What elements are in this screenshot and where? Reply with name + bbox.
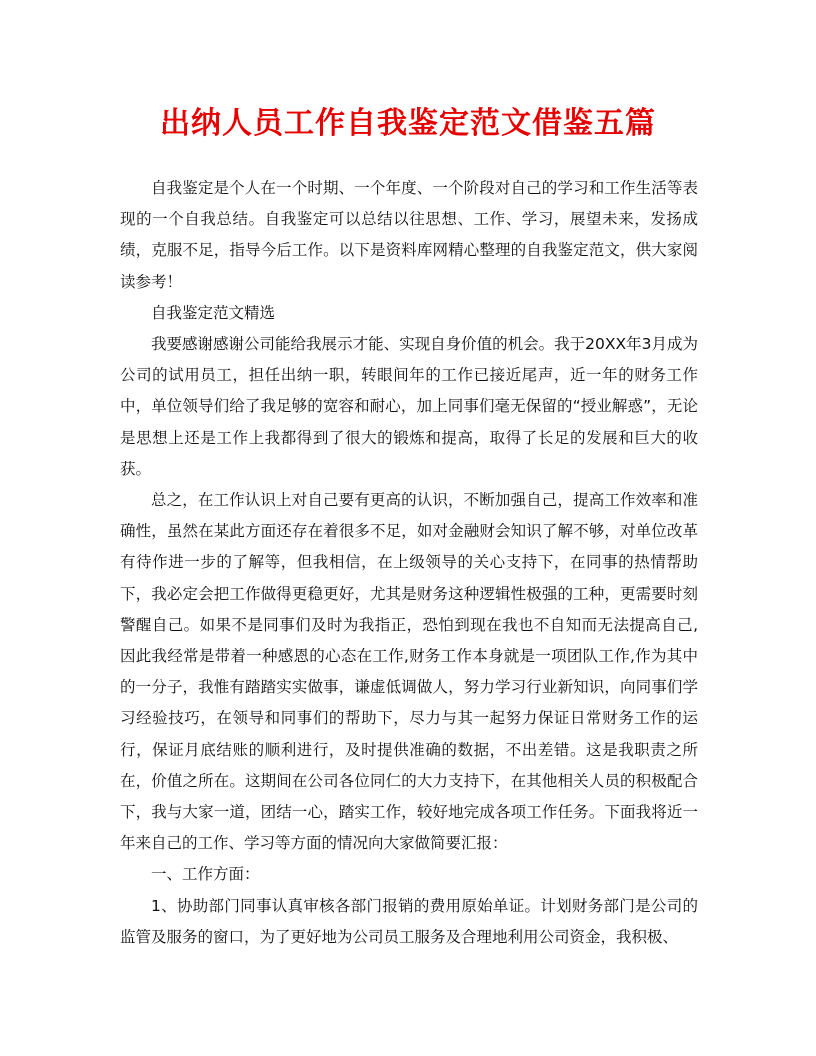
paragraph-item-1: 1、协助部门同事认真审核各部门报销的费用原始单证。计划财务部门是公司的监管及服务的窗口，为了更好地为公司员工服务及合理地利用公司资金，我积极、 <box>120 896 698 946</box>
document-body <box>120 173 698 953</box>
document-title: 出纳人员工作自我鉴定范文借鉴五篇 <box>160 106 656 141</box>
paragraph-gratitude: 我要感谢感谢公司能给我展示才能、实现自身价值的机会。我于20XX年3月成为公司的试用员工，担任出纳一职，转眼间年的工作已接近尾声，近一年的财务工作中，单位领导们给了我足够的宽容和耐心，加上同事们毫无保留的“授业解惑”，无论是思想上还是工作上我都得到了很大的锻炼和提高，取得了长足的发展和巨大的收获。 <box>120 335 698 478</box>
paragraph-intro: 自我鉴定是个人在一个时期、一个年度、一个阶段对自己的学习和工作生活等表现的一个自我总结。自我鉴定可以总结以往思想、工作、学习，展望未来，发扬成绩，克服不足，指导今后工作。以下是资料库网精心整理的自我鉴定范文，供大家阅读参考！ <box>120 179 698 291</box>
section-heading-selection: 自我鉴定范文精选 <box>151 303 276 322</box>
section-heading-work: 一、工作方面： <box>151 865 260 884</box>
paragraph-summary: 总之，在工作认识上对自己要有更高的认识，不断加强自己，提高工作效率和准确性，虽然在某此方面还存在着很多不足，如对金融财会知识了解不够，对单位改革有待作进一步的了解等，但我相信，在上级领导的关心支持下，在同事的热情帮助下，我必定会把工作做得更稳更好，尤其是财务这种逻辑性极强的工种，更需要时刻警醒自己。如果不是同事们及时为我指正，恐怕到现在我也不自知而无法提高自己,因此我经常是带着一种感恩的心态在工作,财务工作本身就是一项团队工作,作为其中的一分子，我惟有踏踏实实做事，谦虚低调做人，努力学习行业新知识，向同事们学习经验技巧，在领导和同事们的帮助下，尽力与其一起努力保证日常财务工作的运行，保证月底结账的顺利进行，及时提供准确的数据，不出差错。这是我职责之所在，价值之所在。这期间在公司各位同仁的大力支持下，在其他相关人员的积极配合下，我与大家一道，团结一心，踏实工作，较好地完成各项工作任务。下面我将近一年来自己的工作、学习等方面的情况向大家做简要汇报： <box>120 491 698 853</box>
